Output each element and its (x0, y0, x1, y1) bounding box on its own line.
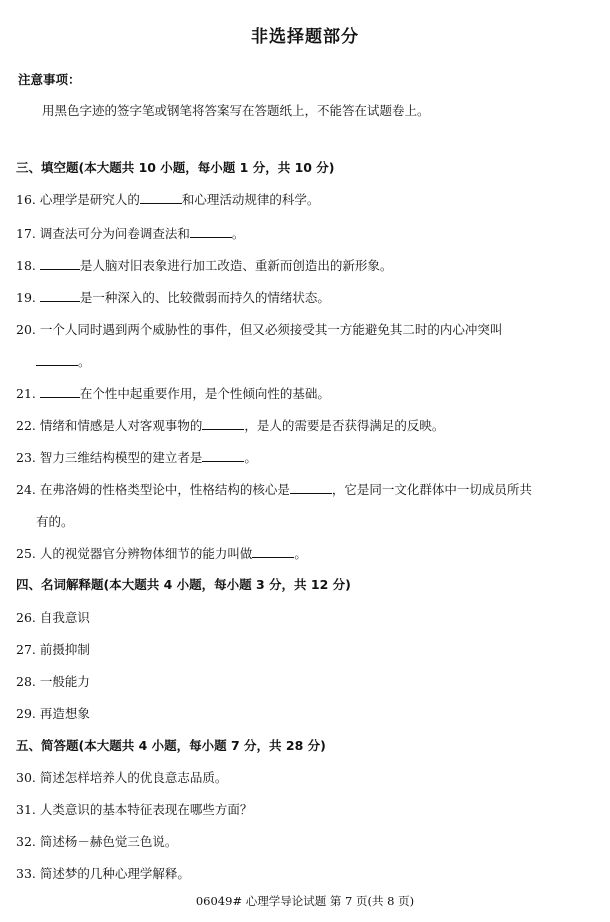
section4-heading: 四、名词解释题(本大题共 4 小题，每小题 3 分，共 12 分) (16, 577, 351, 592)
question-17 (16, 224, 244, 242)
question-19 (16, 288, 330, 306)
question-23-text-b: 。 (244, 450, 257, 465)
answer-blank (40, 258, 80, 270)
section3-heading: 三、填空题(本大题共 10 小题，每小题 1 分，共 10 分) (16, 160, 335, 175)
question-20 (16, 320, 502, 338)
question-24-cont: 有的。 (36, 514, 74, 529)
question-26: 26. 自我意识 (16, 610, 90, 625)
question-17-text-a: 17. 调查法可分为问卷调查法和 (16, 226, 190, 241)
question-28: 28. 一般能力 (16, 674, 90, 689)
question-25-text-a: 25. 人的视觉器官分辨物体细节的能力叫做 (16, 546, 253, 561)
question-30: 30. 简述怎样培养人的优良意志品质。 (16, 770, 228, 785)
question-22-text-b: ，是人的需要是否获得满足的反映。 (244, 418, 445, 433)
question-22 (16, 416, 444, 434)
notes-heading: 注意事项： (18, 72, 81, 87)
question-20-text-a: 20. 一个人同时遇到两个威胁性的事件，但又必须接受其一方能避免其二时的内心冲突叫 (16, 322, 503, 337)
question-29: 29. 再造想象 (16, 706, 90, 721)
answer-blank (252, 546, 294, 558)
answer-blank (40, 290, 80, 302)
question-24-text-a: 24. 在弗洛姆的性格类型论中，性格结构的核心是 (16, 482, 290, 497)
question-21-text-a: 21. (16, 386, 36, 401)
question-18 (16, 256, 392, 274)
question-16-text-a: 16. 心理学是研究人的 (16, 192, 140, 207)
question-31: 31. 人类意识的基本特征表现在哪些方面？ (16, 802, 253, 817)
question-33: 33. 简述梦的几种心理学解释。 (16, 866, 190, 881)
question-19-text-b: 是一种深入的、比较微弱而持久的情绪状态。 (79, 290, 330, 305)
question-17-text-b: 。 (231, 226, 245, 241)
question-22-text-a: 22. 情绪和情感是人对客观事物的 (16, 418, 203, 433)
question-21-text-b: 在个性中起重要作用，是个性倾向性的基础。 (79, 386, 330, 401)
page-title: 非选择题部分 (251, 27, 359, 47)
question-18-text-b: 是人脑对旧表象进行加工改造、重新而创造出的新形象。 (79, 258, 393, 273)
question-25 (16, 544, 307, 562)
question-25-text-b: 。 (294, 546, 307, 561)
question-24-text-b: ，它是同一文化群体中一切成员所共 (331, 482, 532, 497)
question-24 (16, 480, 532, 498)
question-20-text-b: 。 (78, 354, 91, 369)
notes-text: 用黑色字迹的签字笔或钢笔将答案写在答题纸上，不能答在试题卷上。 (42, 103, 430, 118)
answer-blank (140, 192, 182, 204)
question-16 (16, 190, 319, 208)
answer-blank (202, 418, 244, 430)
answer-blank (290, 482, 332, 494)
question-16-text-b: 和心理活动规律的科学。 (181, 192, 320, 207)
question-19-text-a: 19. (16, 290, 36, 305)
question-27: 27. 前摄抑制 (16, 642, 90, 657)
answer-blank (40, 386, 80, 398)
question-21 (16, 384, 330, 402)
answer-blank (190, 226, 232, 238)
section5-heading: 五、简答题(本大题共 4 小题，每小题 7 分，共 28 分) (16, 738, 326, 753)
page-footer: 06049# 心理学导论试题 第 7 页(共 8 页) (195, 894, 415, 908)
question-32: 32. 简述杨－赫色觉三色说。 (16, 834, 178, 849)
question-23 (16, 448, 257, 466)
question-18-text-a: 18. (16, 258, 36, 273)
question-20-cont (36, 352, 91, 370)
question-23-text-a: 23. 智力三维结构模型的建立者是 (16, 450, 203, 465)
answer-blank (202, 450, 244, 462)
answer-blank (36, 354, 78, 366)
